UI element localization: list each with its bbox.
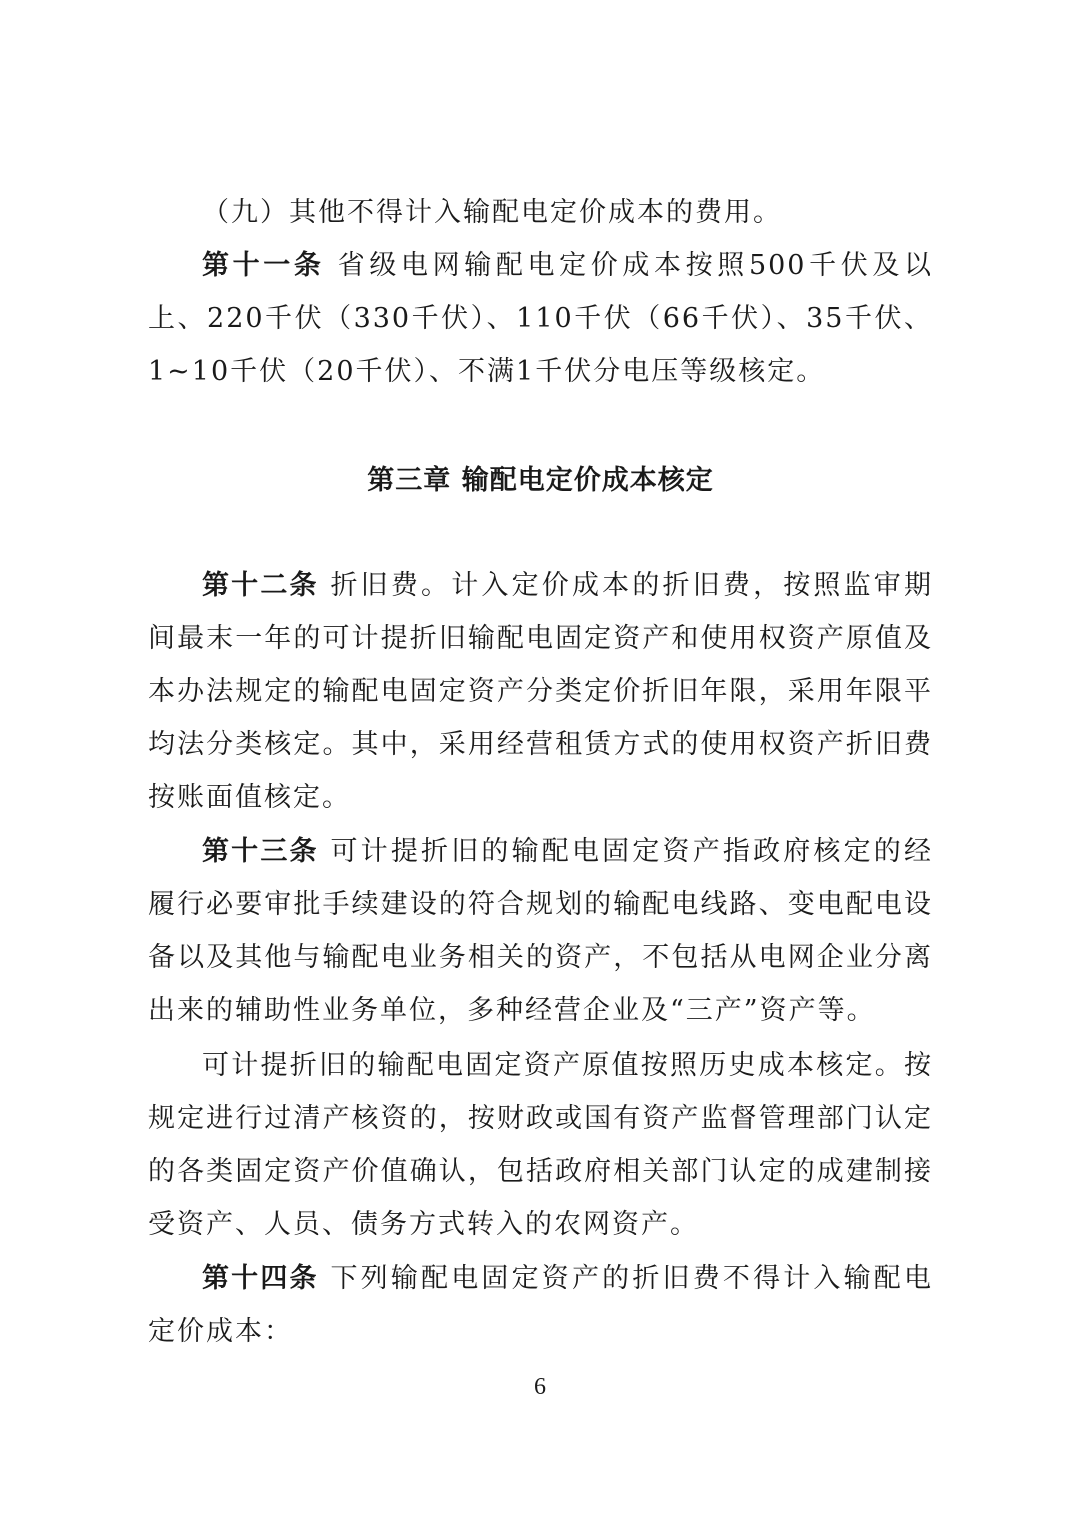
paragraph-article-11 [148,239,933,398]
article-14-label: 第十四条 [202,1263,319,1294]
article-13-para-2-text: 可计提折旧的输配电固定资产原值按照历史成本核定。按规定进行过清产核资的，按财政或国有资产监督管理部门认定的各类固定资产价值确认，包括政府相关部门认定的成建制接受资产、人员、债务方式转入的农网资产。 [148,1050,933,1240]
article-12-text: 折旧费。计入定价成本的折旧费，按照监审期间最末一年的可计提折旧输配电固定资产和使用权资产原值及本办法规定的输配电固定资产分类定价折旧年限，采用年限平均法分类核定。其中，采用经营租赁方式的使用权资产折旧费按账面值核定。 [148,570,933,813]
article-12-label: 第十二条 [202,570,319,601]
paragraph-article-14 [148,1252,933,1358]
page-number: 6 [534,1374,546,1400]
article-14-text: 下列输配电固定资产的折旧费不得计入输配电定价成本： [148,1263,933,1347]
article-13-text: 可计提折旧的输配电固定资产指政府核定的经履行必要审批手续建设的符合规划的输配电线路、变电配电设备以及其他与输配电业务相关的资产，不包括从电网企业分离出来的辅助性业务单位，多种经营企业及“三产”资产等。 [148,836,933,1026]
paragraph-item-9 [148,186,933,239]
paragraph-article-12 [148,559,933,824]
chapter-3-title: 第三章 输配电定价成本核定 [367,465,714,496]
article-13-label: 第十三条 [202,836,319,867]
paragraph-article-13 [148,825,933,1037]
paragraph-article-13-2 [148,1039,933,1251]
item-9-text: （九）其他不得计入输配电定价成本的费用。 [202,197,782,228]
article-11-text: 省级电网输配电定价成本按照500千伏及以上、220千伏（330千伏）、110千伏（66千伏）、35千伏、1~10千伏（20千伏）、不满1千伏分电压等级核定。 [148,250,933,387]
article-11-label: 第十一条 [202,250,325,281]
